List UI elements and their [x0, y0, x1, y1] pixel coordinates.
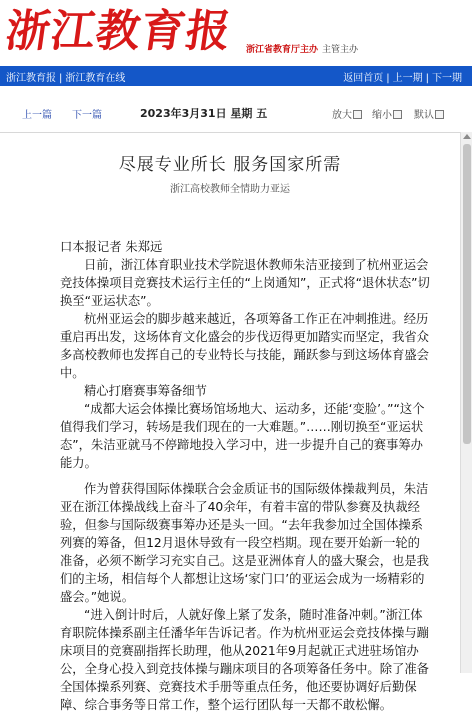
- nav-link-prev-issue[interactable]: 上一期: [392, 73, 423, 84]
- masthead: [0, 0, 472, 66]
- default-size-control[interactable]: [414, 106, 444, 121]
- article-paragraph: “进入倒计时后，人就好像上紧了发条，随时准备冲刺。”浙江体育职院体操系副主任潘华年告诉记者。作为杭州亚运会竞技体操与蹦床项目的竞赛副指挥长助理，他从2021年9月起就正式进驻场馆办公，全身心投入到竞技体操与蹦床项目的各项筹备任务中。除了准备全国体操系列赛、竞赛技术手册等重点任务，他还要协调好后勤保障、综合事务等日常工作，整个运行团队每一天都不敢松懈。: [60, 608, 429, 712]
- nav-separator: |: [386, 73, 390, 84]
- article-toolbar: [0, 92, 460, 132]
- zoom-in-checkbox[interactable]: [353, 110, 362, 119]
- publisher-info: [246, 42, 358, 55]
- nav-link-online[interactable]: 浙江教育在线: [65, 73, 126, 84]
- article-subtitle: 浙江高校教师全情助力亚运: [170, 184, 290, 195]
- zoom-in-label: 放大: [332, 110, 352, 121]
- default-size-checkbox[interactable]: [435, 110, 444, 119]
- nav-separator: |: [425, 73, 429, 84]
- scrollbar-thumb[interactable]: [463, 144, 471, 444]
- article-section-heading: 精心打磨赛事筹备细节: [84, 384, 207, 398]
- zoom-out-control[interactable]: [372, 106, 402, 121]
- nav-link-newspaper[interactable]: 浙江教育报: [6, 73, 56, 84]
- sponsor-label: 浙江省教育厅主办: [246, 45, 319, 55]
- article-body: [60, 238, 432, 714]
- host-label: 主管主办: [322, 45, 359, 55]
- article-paragraph: 日前，浙江体育职业技术学院退休教师朱洁亚接到了杭州亚运会竞技体操项目竞赛技术运行主任的“上岗通知”，正式将“退休状态”切换至“亚运状态”。: [60, 258, 430, 308]
- nav-link-home[interactable]: 返回首页: [343, 73, 384, 84]
- default-size-label: 默认: [414, 110, 434, 121]
- scroll-up-arrow-icon[interactable]: [463, 134, 471, 139]
- issue-date: 2023年3月31日 星期 五: [140, 107, 268, 120]
- nav-separator: |: [59, 73, 63, 84]
- article-paragraph: 杭州亚运会的脚步越来越近，各项筹备工作正在冲刺推进。经历重启再出发，这场体育文化盛会的步伐迈得更加踏实而坚定，我省众多高校教师也发挥自己的专业特长与技能，踊跃参与到这场体育盛会中。: [60, 312, 429, 380]
- article-paragraph: 作为曾获得国际体操联合会金质证书的国际级体操裁判员，朱洁亚在浙江体操战线上奋斗了40余年，有着丰富的带队参赛及执裁经验，但参与国际级赛事筹办还是头一回。“去年我参加过全国体操系列赛的筹备，但12月退休导致有一段空档期。现在要开始新一轮的准备，必须不断学习充实自己。这是亚洲体育人的盛大聚会，也是我们的主场，相信每个人都想让这场‘家门口’的亚运会成为一场精彩的盛会。”她说。: [60, 482, 429, 604]
- top-nav-bar: [0, 66, 472, 86]
- article-title: 尽展专业所长 服务国家所需: [118, 155, 342, 175]
- zoom-out-checkbox[interactable]: [393, 110, 402, 119]
- vertical-scrollbar[interactable]: [460, 132, 472, 673]
- toolbar-divider: [0, 132, 460, 133]
- newspaper-logo[interactable]: 浙江教育报: [2, 6, 235, 57]
- prev-article-link[interactable]: 上一篇: [22, 110, 52, 121]
- article-byline: 口本报记者 朱郑远: [60, 240, 163, 254]
- zoom-out-label: 缩小: [372, 110, 392, 121]
- paragraph-gap: [60, 472, 432, 480]
- nav-link-next-issue[interactable]: 下一期: [432, 73, 462, 84]
- zoom-in-control[interactable]: [332, 106, 362, 121]
- article-paragraph: “成都大运会体操比赛场馆场地大、运动多，还能‘变脸’。”“这个值得我们学习，转场是我们现在的一大难题。”……刚切换至“亚运状态”，朱洁亚就马不停蹄地投入学习中，进一步提升自己的赛事筹办能力。: [60, 402, 425, 470]
- next-article-link[interactable]: 下一篇: [72, 110, 102, 121]
